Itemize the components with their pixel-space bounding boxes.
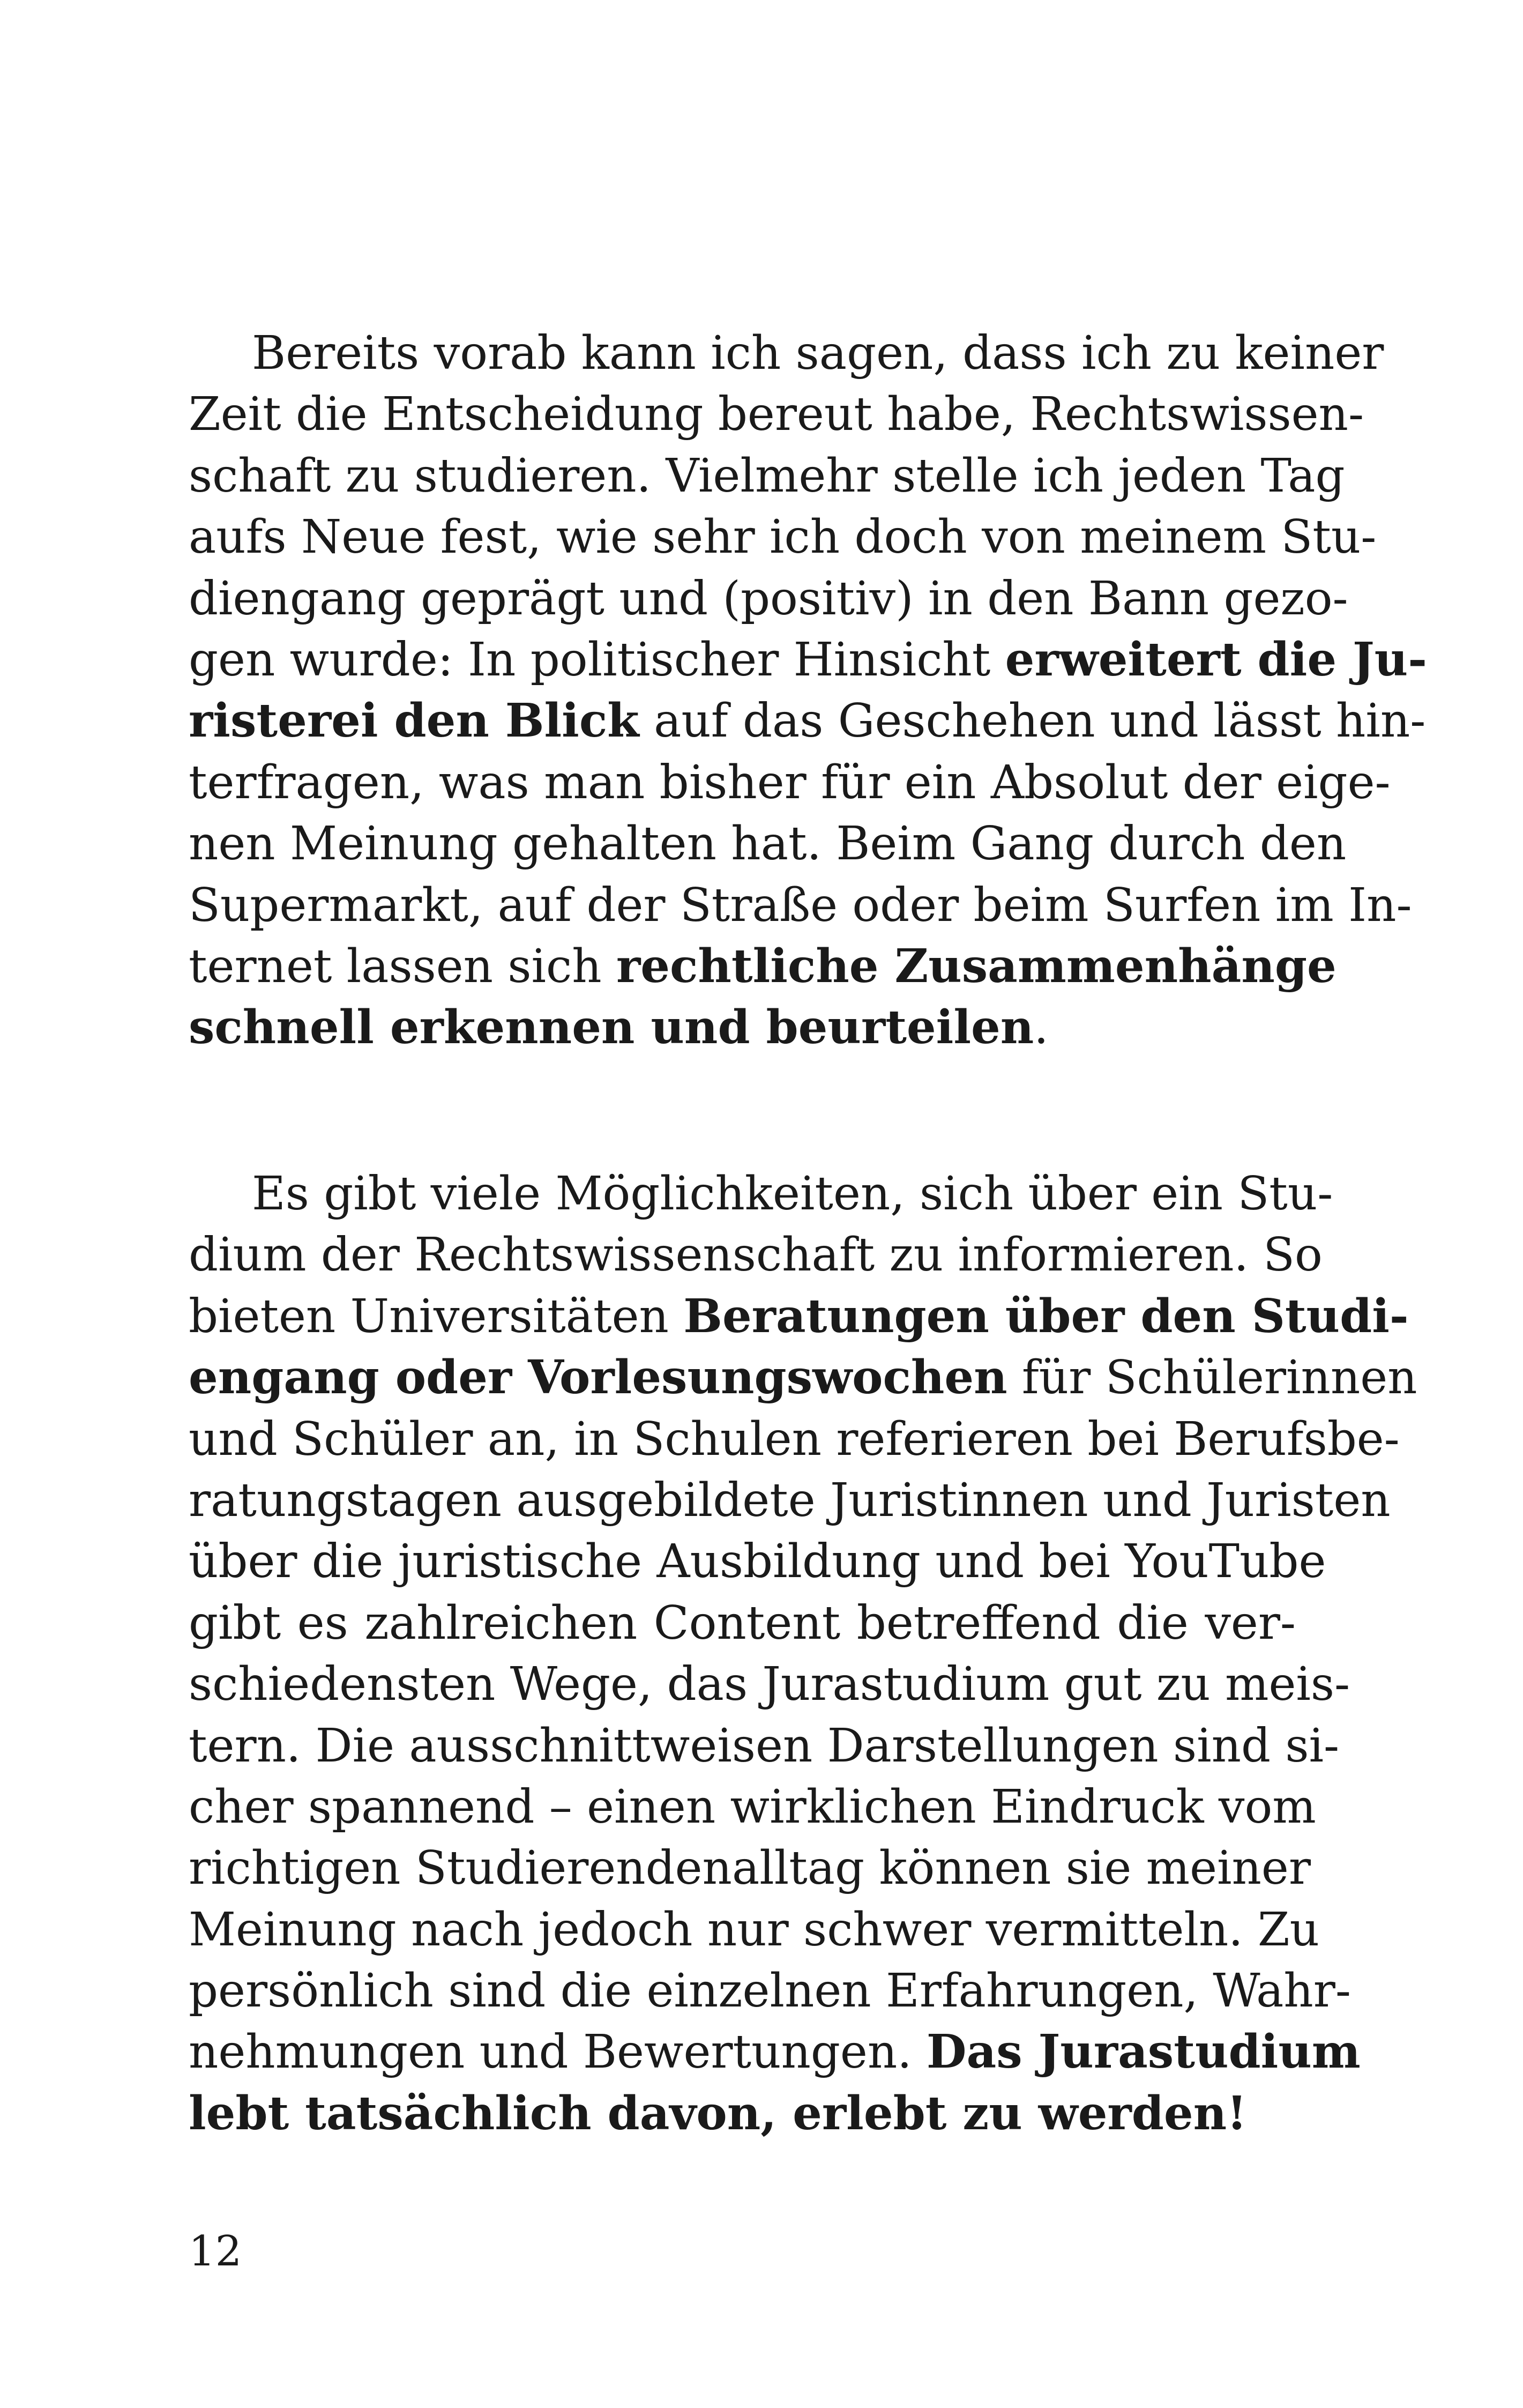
text-run: Es gibt viele Möglichkeiten, sich über ein Stu- xyxy=(252,1167,1333,1221)
bold-text: erweitert die Ju- xyxy=(1005,632,1427,687)
text-run: dium der Rechtswissenschaft zu informieren. So xyxy=(189,1228,1323,1282)
text-line xyxy=(189,1224,1323,1285)
page-number: 12 xyxy=(189,2227,242,2276)
text-line xyxy=(189,1470,1391,1531)
text-line xyxy=(189,384,1364,445)
text-run: persönlich sind die einzelnen Erfahrungen, Wahr- xyxy=(189,1964,1351,2018)
text-line xyxy=(189,1531,1326,1592)
text-run: ternet lassen sich xyxy=(189,939,616,993)
bold-text: lebt tatsächlich davon, erlebt zu werden! xyxy=(189,2086,1247,2141)
text-line xyxy=(189,2083,1296,2144)
text-line xyxy=(189,1838,1311,1899)
text-run: diengang geprägt und (positiv) in den Bann gezo- xyxy=(189,571,1348,626)
paragraph-2 xyxy=(189,1163,1417,2144)
text-line xyxy=(189,1960,1351,2021)
text-line xyxy=(189,690,1426,752)
bold-text: risterei den Blick xyxy=(189,694,639,748)
text-line xyxy=(189,936,1337,997)
text-line xyxy=(189,813,1347,874)
text-line xyxy=(189,997,1296,1058)
text-line xyxy=(189,445,1345,507)
text-run: . xyxy=(1034,1001,1049,1055)
text-run: nen Meinung gehalten hat. Beim Gang durch den xyxy=(189,817,1347,871)
text-run: Bereits vorab kann ich sagen, dass ich zu keiner xyxy=(252,326,1384,380)
text-run: über die juristische Ausbildung und bei YouTube xyxy=(189,1535,1326,1589)
text-run: gen wurde: In politischer Hinsicht xyxy=(189,633,1005,687)
text-run: für Schülerinnen xyxy=(1007,1351,1417,1405)
text-line xyxy=(189,1163,1333,1224)
text-line xyxy=(189,323,1384,384)
text-run: nehmungen und Bewertungen. xyxy=(189,2025,927,2079)
text-line xyxy=(189,875,1412,936)
text-run: schiedensten Wege, das Jurastudium gut zu meis- xyxy=(189,1658,1350,1712)
text-run: tern. Die ausschnittweisen Darstellungen sind si- xyxy=(189,1719,1340,1773)
text-run: schaft zu studieren. Vielmehr stelle ich jeden Tag xyxy=(189,449,1345,503)
text-line xyxy=(189,507,1377,568)
text-run: Supermarkt, auf der Straße oder beim Surfen im In- xyxy=(189,878,1412,932)
text-line xyxy=(189,1347,1417,1408)
text-line xyxy=(189,2021,1361,2083)
text-line xyxy=(189,1777,1316,1838)
text-line xyxy=(189,1899,1320,1960)
text-run: gibt es zahlreichen Content betreffend die ver- xyxy=(189,1596,1296,1650)
text-line xyxy=(189,752,1391,813)
bold-text: Das Jurastudium xyxy=(926,2025,1361,2079)
text-run: ratungstagen ausgebildete Juristinnen und Juristen xyxy=(189,1473,1391,1527)
bold-text: schnell erkennen und beurteilen xyxy=(189,1000,1034,1055)
text-run: cher spannend – einen wirklichen Eindruck vom xyxy=(189,1780,1316,1834)
text-line xyxy=(189,1409,1400,1470)
bold-text: Beratungen über den Studi- xyxy=(683,1289,1409,1343)
text-line xyxy=(189,629,1427,690)
text-run: auf das Geschehen und lässt hin- xyxy=(639,694,1426,748)
bold-text: rechtliche Zusammenhänge xyxy=(616,939,1337,993)
text-run: terfragen, was man bisher für ein Absolut der eige- xyxy=(189,755,1391,809)
bold-text: engang oder Vorlesungswochen xyxy=(189,1350,1007,1405)
text-run: Meinung nach jedoch nur schwer vermitteln. Zu xyxy=(189,1902,1320,1957)
text-run: und Schüler an, in Schulen referieren bei Berufsbe- xyxy=(189,1412,1400,1466)
text-line xyxy=(189,1593,1296,1654)
text-run: aufs Neue fest, wie sehr ich doch von meinem Stu- xyxy=(189,510,1377,564)
text-line xyxy=(189,568,1348,629)
text-line xyxy=(189,1715,1340,1777)
text-run: bieten Universitäten xyxy=(189,1289,684,1343)
paragraph-1 xyxy=(189,323,1427,1059)
text-line xyxy=(189,1654,1350,1715)
text-run: richtigen Studierendenalltag können sie meiner xyxy=(189,1841,1311,1896)
text-line xyxy=(189,1286,1409,1347)
text-run: Zeit die Entscheidung bereut habe, Rechtswissen- xyxy=(189,388,1364,442)
